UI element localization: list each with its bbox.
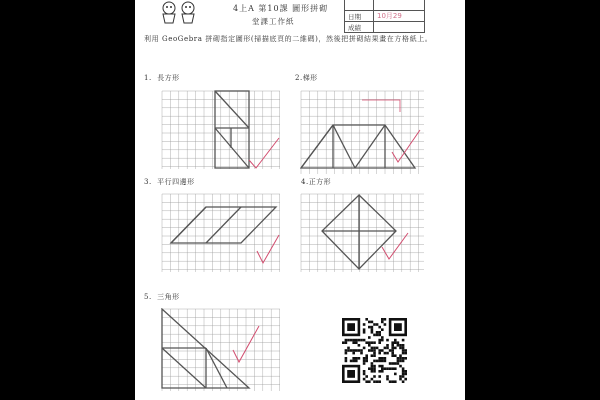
grid-lines — [301, 194, 424, 272]
question-3-label: 3. 平行四邊形 — [144, 178, 195, 186]
worksheet-subtitle: 堂課工作紙 — [252, 17, 295, 26]
qr-code[interactable] — [342, 318, 407, 383]
grid-lines — [301, 91, 424, 174]
question-4-label: 4.正方形 — [301, 178, 332, 186]
check-mark — [249, 138, 279, 168]
worksheet-page — [135, 0, 465, 400]
rectangle-drawing — [215, 91, 249, 168]
pen-mark — [362, 100, 400, 112]
qr-modules — [342, 318, 407, 383]
check-mark — [382, 233, 408, 259]
grid-lines — [162, 309, 280, 391]
grid-parallelogram[interactable] — [161, 193, 281, 273]
check-mark — [392, 130, 420, 162]
question-1-label: 1. 長方形 — [144, 74, 180, 82]
question-5-label: 5. 三角形 — [144, 293, 180, 301]
info-table — [344, 0, 425, 33]
field-value[interactable] — [374, 0, 425, 11]
grid-rectangle[interactable] — [161, 90, 281, 170]
mascot-illustration — [158, 0, 200, 24]
score-label: 成績 — [345, 22, 374, 33]
grid-square[interactable] — [300, 193, 425, 273]
check-mark — [257, 235, 279, 263]
grid-lines — [162, 91, 280, 169]
grid-triangle[interactable] — [161, 308, 281, 392]
parallelogram-drawing — [171, 207, 276, 243]
date-value[interactable]: 10月29 — [374, 11, 425, 22]
instructions: 利用 GeoGebra 拼砌指定圖形(掃描底頁的二維碼)，然後把拼砌結果畫在方格紙上。 — [144, 35, 433, 43]
grid-trapezoid[interactable] — [300, 90, 425, 175]
question-2-label: 2.梯形 — [295, 74, 318, 82]
date-label: 日期 — [345, 11, 374, 22]
worksheet-title: 4上A 第10課 圖形拼砌 — [233, 4, 329, 13]
grid-lines — [162, 194, 280, 272]
field-label — [345, 0, 374, 11]
